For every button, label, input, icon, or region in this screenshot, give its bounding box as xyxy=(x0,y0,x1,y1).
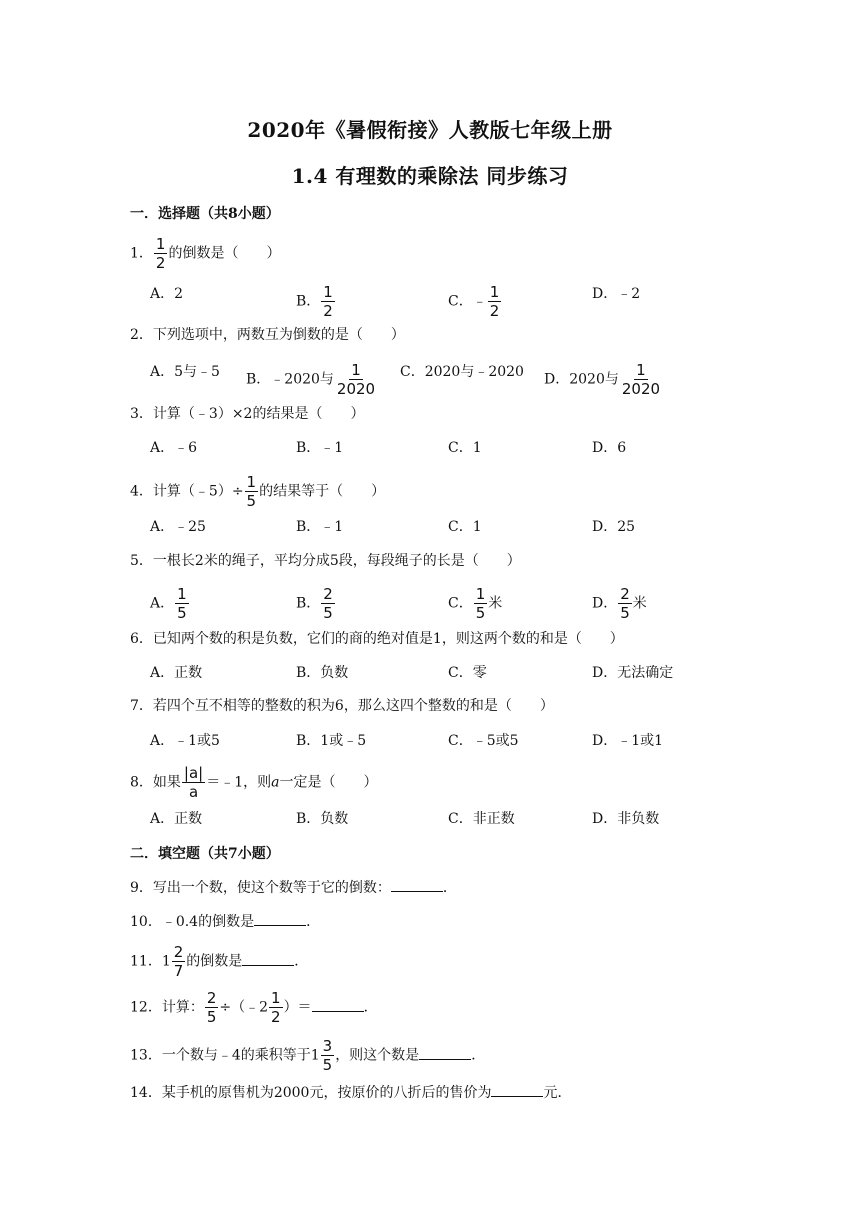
q5-option-c: C． $\frac{1}{5}$ 米 xyxy=(448,585,503,622)
answer-blank xyxy=(254,911,306,926)
q5-option-b: B． $\frac{2}{5}$ xyxy=(296,585,333,622)
question-2: 2．下列选项中，两数互为倒数的是（ ） xyxy=(130,327,405,343)
answer-blank xyxy=(391,877,443,892)
question-3: 3．计算（﹣3）×2的结果是（ ） xyxy=(130,406,365,422)
q8-option-b: B．负数 xyxy=(296,811,349,827)
q4-option-b: B．﹣1 xyxy=(296,519,344,535)
q5-option-d: D． $\frac{2}{5}$ 米 xyxy=(592,585,647,622)
q4-option-c: C．1 xyxy=(448,519,482,535)
fraction: $\frac{1}{2}$ xyxy=(155,235,166,272)
question-1: 1． $\frac{1}{2}$ 的倒数是（ ） xyxy=(130,235,281,272)
question-14: 14．某手机的原售机为2000元，按原价的八折后的售价为 元． xyxy=(130,1082,571,1103)
q1-option-c: C．﹣ $\frac{1}{2}$ xyxy=(448,283,500,320)
section-heading-choice: 一．选择题（共8小题） xyxy=(130,206,280,222)
section-heading-fill: 二．填空题（共7小题） xyxy=(130,846,280,862)
answer-blank xyxy=(312,997,364,1012)
question-13: 13．一个数与﹣4的乘积等于1 $\frac{3}{5}$ ，则这个数是 ． xyxy=(130,1037,486,1074)
question-8: 8．如果 $\frac{|a|}{a}$ ＝﹣1，则a一定是（ ） xyxy=(130,764,378,801)
q3-option-a: A．﹣6 xyxy=(150,440,198,456)
q8-option-a: A．正数 xyxy=(150,811,203,827)
document-subtitle: 1.4 有理数的乘除法 同步练习 xyxy=(291,164,569,188)
q3-option-b: B．﹣1 xyxy=(296,440,344,456)
q8-option-d: D．非负数 xyxy=(592,811,660,827)
q8-option-c: C．非正数 xyxy=(448,811,515,827)
question-12: 12．计算： $\frac{2}{5}$ ÷（﹣2 $\frac{1}{2}$ ）＝ ． xyxy=(130,989,378,1026)
q1-option-b: B． $\frac{1}{2}$ xyxy=(296,283,333,320)
q6-option-c: C．零 xyxy=(448,665,487,681)
q6-option-d: D．无法确定 xyxy=(592,665,674,681)
answer-blank xyxy=(491,1082,543,1097)
q3-option-d: D．6 xyxy=(592,440,627,456)
question-9: 9．写出一个数，使这个数等于它的倒数： ． xyxy=(130,877,457,898)
q2-option-a: A．5与﹣5 xyxy=(150,364,220,380)
q7-option-d: D．﹣1或1 xyxy=(592,733,664,749)
question-10: 10．﹣0.4的倒数是 ． xyxy=(130,911,320,932)
q2-option-d: D．2020与 $\frac{1}{2020}$ xyxy=(544,361,661,398)
answer-blank xyxy=(419,1045,471,1060)
q1-option-d: D．﹣2 xyxy=(592,286,641,302)
question-5: 5．一根长2米的绳子，平均分成5段，每段绳子的长是（ ） xyxy=(130,553,521,569)
q4-option-d: D．25 xyxy=(592,519,636,535)
q2-option-c: C．2020与﹣2020 xyxy=(400,364,524,380)
q6-option-a: A．正数 xyxy=(150,665,203,681)
document-title: 2020年《暑假衔接》人教版七年级上册 xyxy=(247,118,613,142)
q5-option-a: A． $\frac{1}{5}$ xyxy=(150,585,187,622)
question-11: 11．1 $\frac{2}{7}$ 的倒数是 ． xyxy=(130,943,309,980)
question-7: 7．若四个互不相等的整数的积为6，那么这四个整数的和是（ ） xyxy=(130,698,554,714)
q2-option-b: B．﹣2020与 $\frac{1}{2020}$ xyxy=(246,361,376,398)
q6-option-b: B．负数 xyxy=(296,665,349,681)
question-6: 6．已知两个数的积是负数，它们的商的绝对值是1，则这两个数的和是（ ） xyxy=(130,631,624,647)
q7-option-a: A．﹣1或5 xyxy=(150,733,220,749)
q7-option-b: B．1或﹣5 xyxy=(296,733,367,749)
q4-option-a: A．﹣25 xyxy=(150,519,206,535)
question-4: 4．计算（﹣5）÷ $\frac{1}{5}$ 的结果等于（ ） xyxy=(130,473,386,510)
q1-option-a: A．2 xyxy=(150,286,184,302)
q3-option-c: C．1 xyxy=(448,440,482,456)
answer-blank xyxy=(242,951,294,966)
q7-option-c: C．﹣5或5 xyxy=(448,733,519,749)
